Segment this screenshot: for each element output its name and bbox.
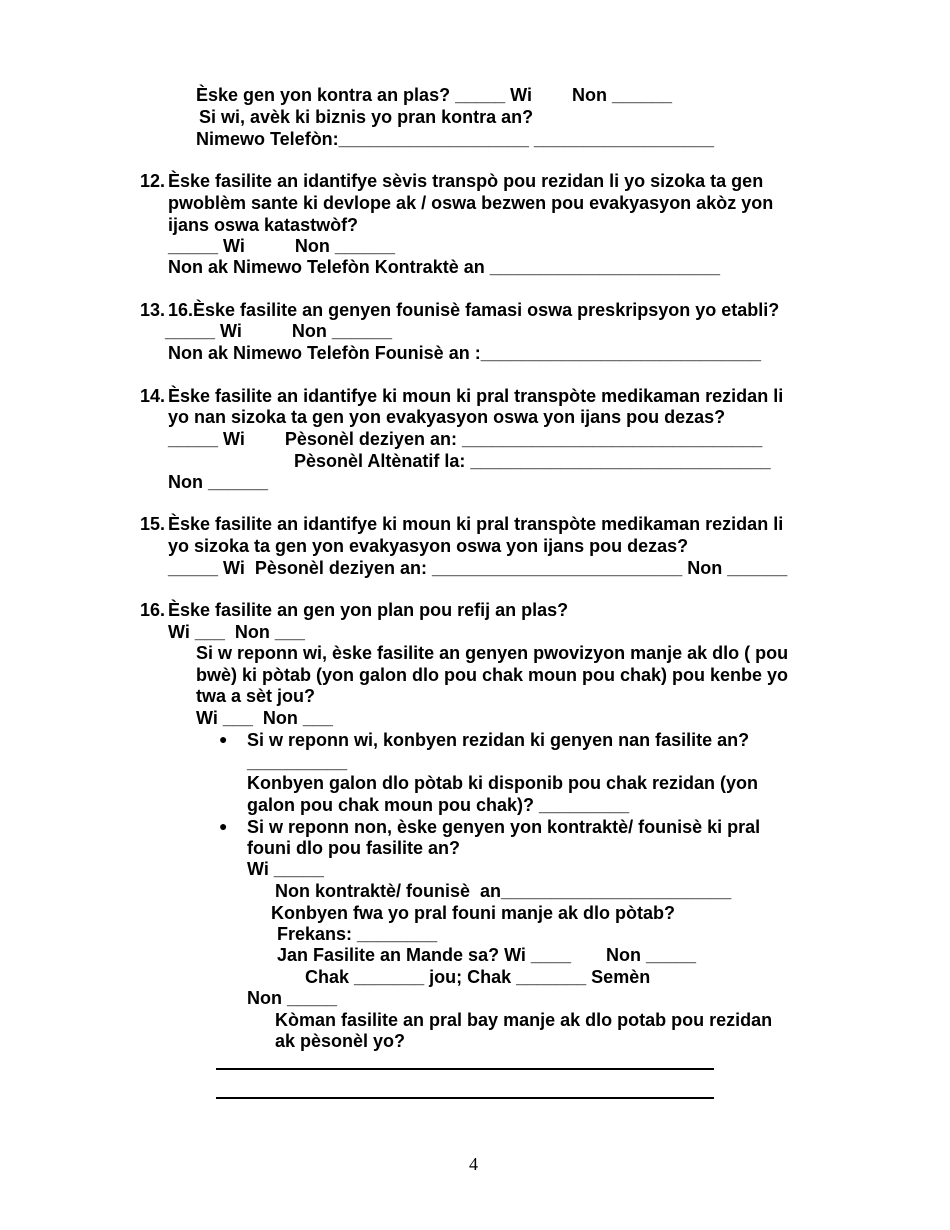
provision-question-line2: ak pèsonèl yo?: [275, 1031, 406, 1051]
question-12-text-line2: pwoblèm sante ki devlope ak / oswa bezwen pou evakyasyon akòz yon: [168, 193, 774, 213]
question-13-number: 13.: [140, 300, 166, 320]
contractor-name-line: Non kontraktè/ founisè an_______________________: [275, 881, 732, 901]
question-13-answer: _____ Wi Non ______: [165, 321, 392, 341]
question-14-alternate-staff: Pèsonèl Altènatif la: ______________________________: [294, 451, 771, 471]
question-15-text-line1: Èske fasilite an idantifye ki moun ki pral transpòte medikaman rezidan li: [168, 514, 784, 534]
bullet-icon: ●: [219, 731, 228, 747]
question-15-answer: _____ Wi Pèsonèl deziyen an: _________________________ Non ______: [168, 558, 788, 578]
question-14-non: Non ______: [168, 472, 269, 492]
page-number: 4: [469, 1154, 478, 1174]
frequency-line: Frekans: ________: [277, 924, 438, 944]
question-12-contractor: Non ak Nimewo Telefòn Kontraktè an _______________________: [168, 257, 720, 277]
question-16-sub-line3: twa a sèt jou?: [196, 686, 316, 706]
question-12-text-line3: ijans oswa katastwòf?: [168, 215, 359, 235]
question-16-text: Èske fasilite an gen yon plan pou refij an plas?: [168, 600, 569, 620]
question-16-number: 16.: [140, 600, 166, 620]
question-15-number: 15.: [140, 514, 166, 534]
answer-line: [216, 1097, 714, 1099]
question-14-text-line1: Èske fasilite an idantifye ki moun ki pral transpòte medikaman rezidan li: [168, 386, 784, 406]
bullet1-line3: Konbyen galon dlo pòtab ki disponib pou chak rezidan (yon: [247, 773, 759, 793]
bullet1-line4: galon pou chak moun pou chak)? _________: [247, 795, 630, 815]
days-weeks-line: Chak _______ jou; Chak _______ Semèn: [305, 967, 651, 987]
question-16-sub-answer: Wi ___ Non ___: [196, 708, 333, 728]
bullet1-line2: __________: [247, 752, 348, 772]
question-16-sub-line2: bwè) ki pòtab (yon galon dlo pou chak moun pou chak) pou kenbe yo: [196, 665, 789, 685]
question-14-text-line2: yo nan sizoka ta gen yon evakyasyon oswa yon ijans pou dezas?: [168, 407, 726, 427]
delivery-frequency-question: Konbyen fwa yo pral founi manje ak dlo pòtab?: [271, 903, 676, 923]
question-15-text-line2: yo sizoka ta gen yon evakyasyon oswa yon ijans pou dezas?: [168, 536, 689, 556]
question-14-number: 14.: [140, 386, 166, 406]
phone-number-line: Nimewo Telefòn:___________________ __________________: [196, 129, 715, 149]
question-12-answer: _____ Wi Non ______: [168, 236, 395, 256]
question-12-number: 12.: [140, 171, 166, 191]
bullet2-wi: Wi _____: [247, 859, 324, 879]
question-16-answer: Wi ___ Non ___: [168, 622, 305, 642]
question-12-text-line1: Èske fasilite an idantifye sèvis transpò pou rezidan li yo sizoka ta gen: [168, 171, 764, 191]
bullet2-line2: founi dlo pou fasilite an?: [247, 838, 460, 858]
bullet1-line1: Si w reponn wi, konbyen rezidan ki genyen nan fasilite an?: [247, 730, 750, 750]
bullet-icon: ●: [219, 818, 228, 834]
bullet2-line1: Si w reponn non, èske genyen yon kontraktè/ founisè ki pral: [247, 817, 761, 837]
facility-request-line: Jan Fasilite an Mande sa? Wi ____ Non _____: [277, 945, 697, 965]
question-16-sub-line1: Si w reponn wi, èske fasilite an genyen pwovizyon manje ak dlo ( pou: [196, 643, 789, 663]
question-14-designated-staff: _____ Wi Pèsonèl deziyen an: ______________________________: [168, 429, 763, 449]
contract-business-question: Si wi, avèk ki biznis yo pran kontra an?: [199, 107, 534, 127]
question-13-supplier: Non ak Nimewo Telefòn Founisè an :____________________________: [168, 343, 761, 363]
answer-line: [216, 1068, 714, 1070]
bullet2-non: Non _____: [247, 988, 338, 1008]
question-13-text: 16.Èske fasilite an genyen founisè famasi oswa preskripsyon yo etabli?: [168, 300, 780, 320]
contract-question: Èske gen yon kontra an plas? _____ Wi Non ______: [196, 85, 673, 105]
provision-question-line1: Kòman fasilite an pral bay manje ak dlo potab pou rezidan: [275, 1010, 773, 1030]
